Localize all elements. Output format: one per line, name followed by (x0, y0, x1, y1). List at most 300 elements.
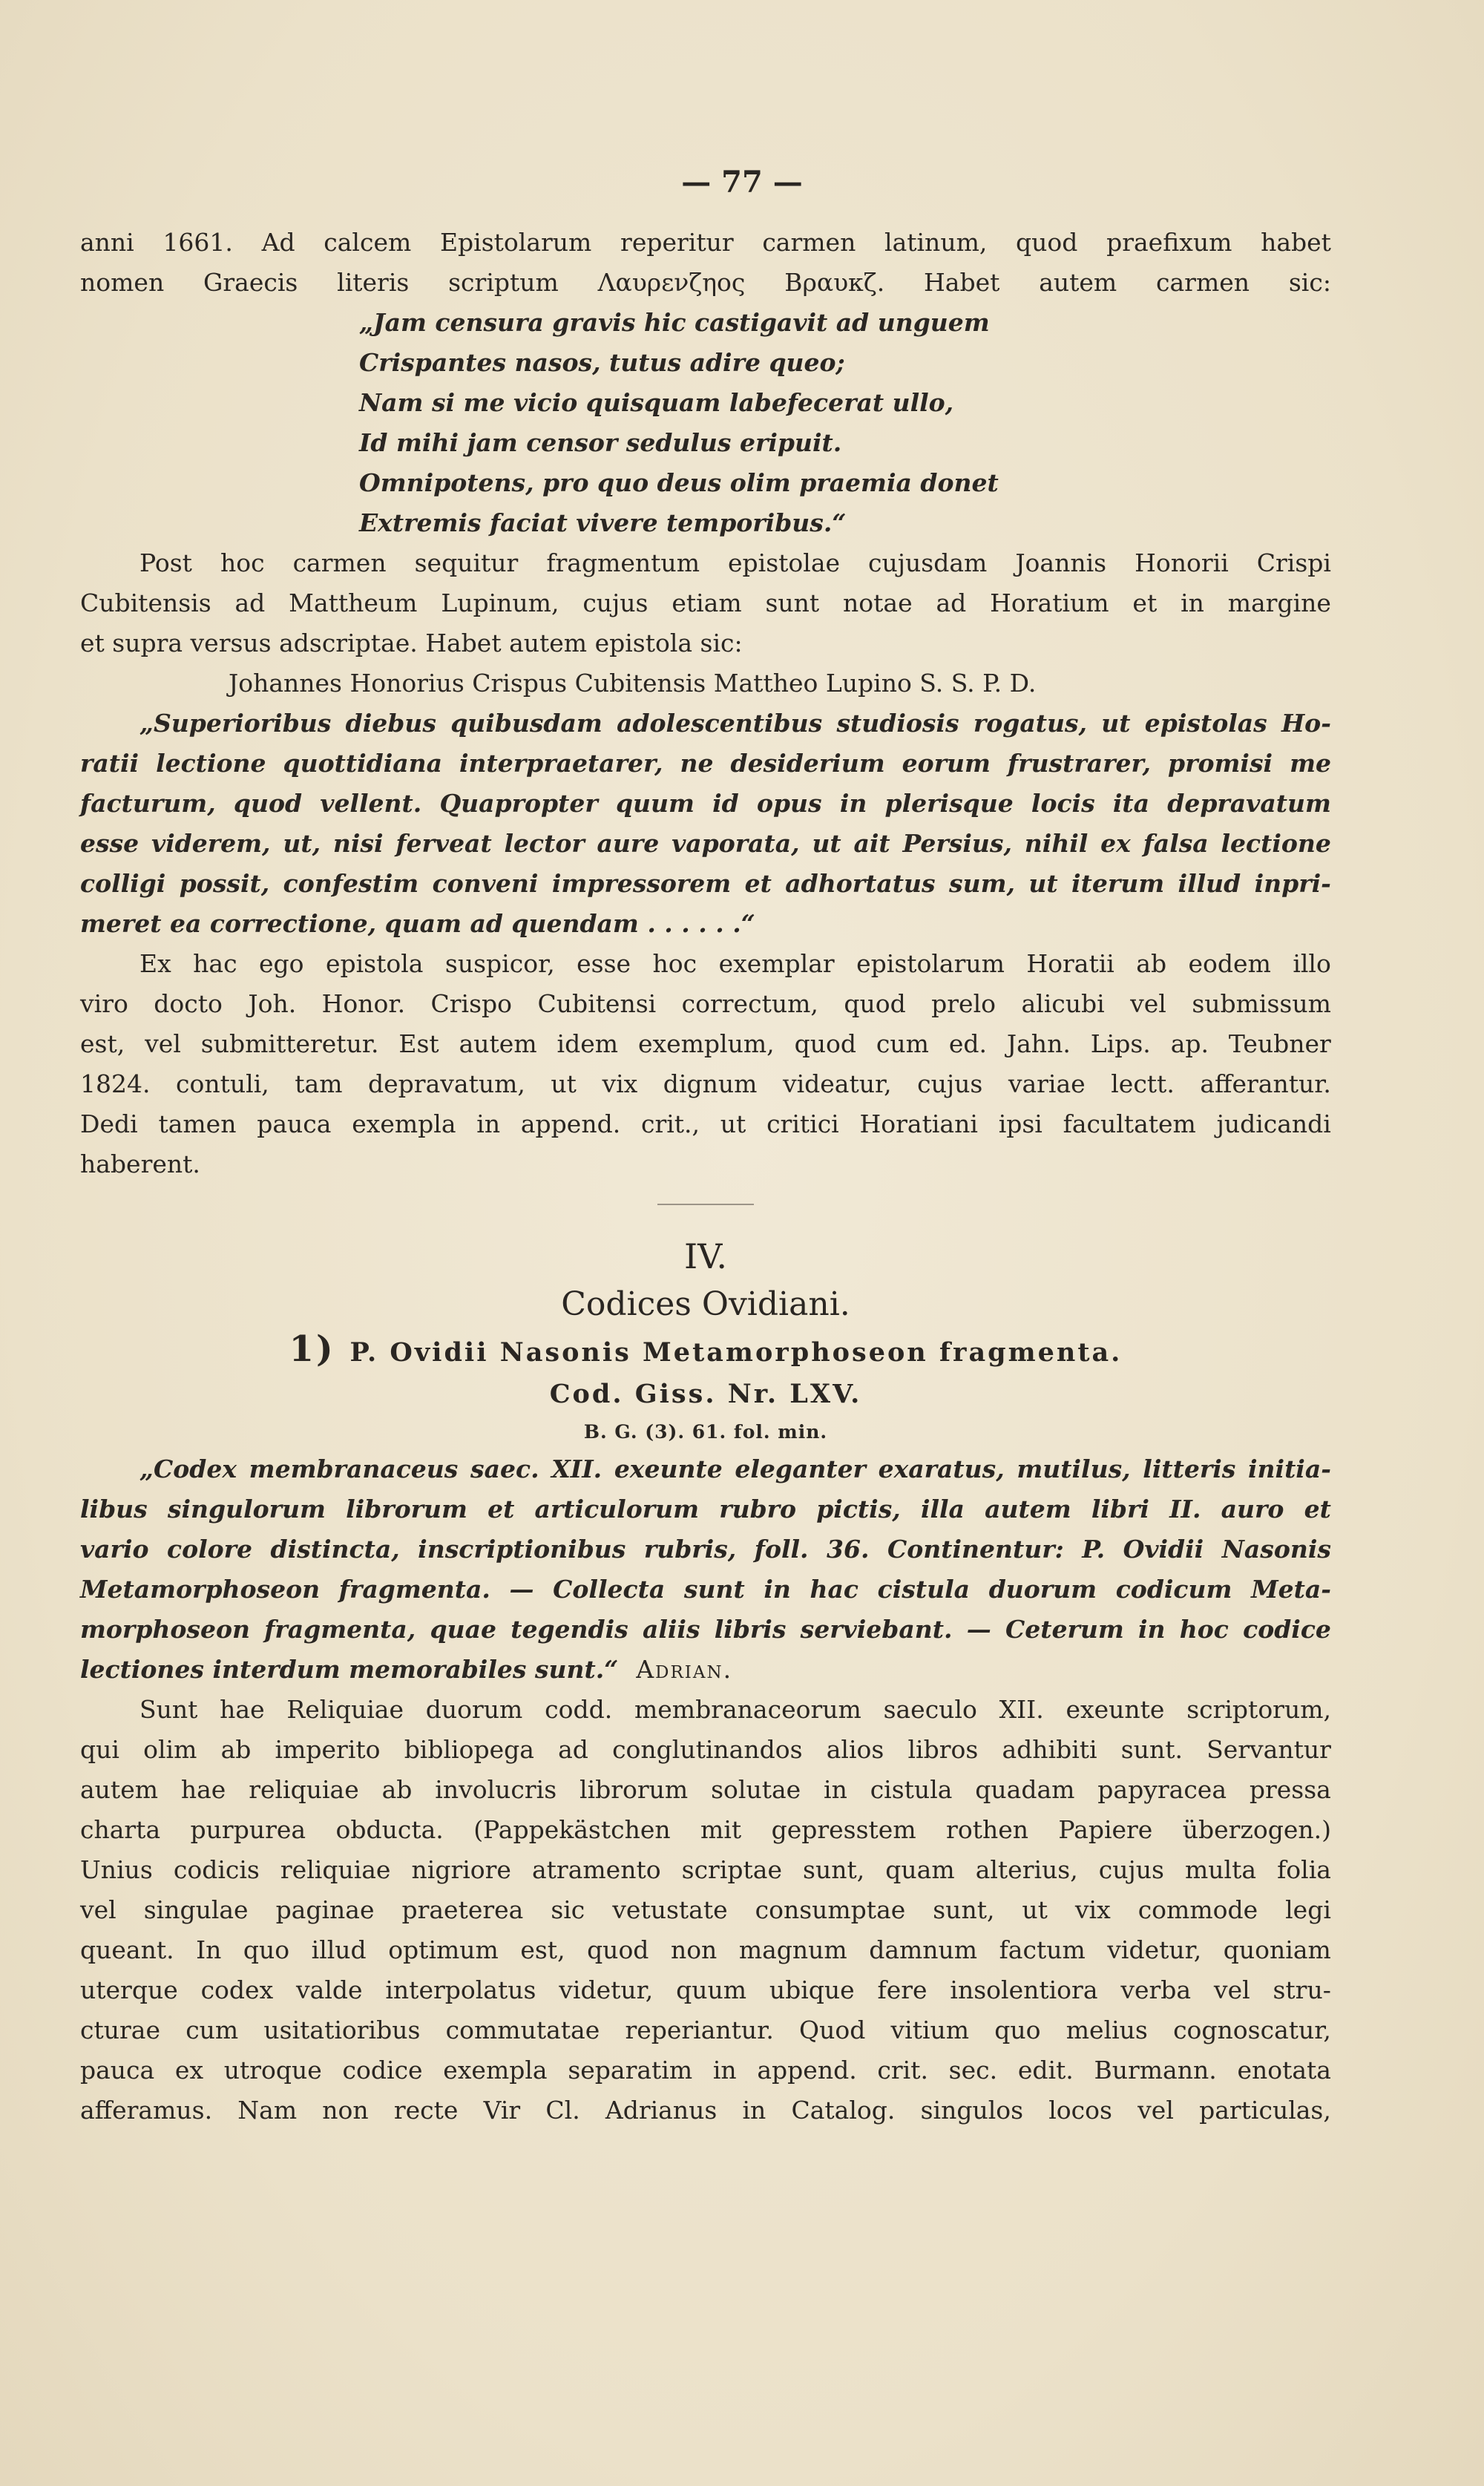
word: duorum (988, 1575, 1097, 1604)
word: utroque (223, 2056, 322, 2085)
word: Burmann. (1094, 2056, 1217, 2085)
word: me (1290, 749, 1331, 778)
word: vel (145, 1029, 181, 1058)
text-line (80, 1610, 1331, 1650)
word: commutatae (445, 2016, 600, 2044)
word: gepresstem (771, 1815, 916, 1844)
word: serviebant. (800, 1615, 953, 1644)
word: Crispo (430, 989, 513, 1018)
word: reperiantur. (625, 2016, 774, 2044)
text-line (80, 864, 1331, 904)
word: librorum (346, 1495, 467, 1524)
word: promisi (1168, 749, 1273, 778)
word: tamen (158, 1109, 237, 1138)
word: auro (1221, 1495, 1284, 1524)
word: quae (430, 1615, 496, 1644)
word: autem (80, 1775, 159, 1804)
word: hac (810, 1575, 858, 1604)
text-line (80, 984, 1331, 1024)
word: singulos (920, 2096, 1024, 2125)
word: involucris (435, 1775, 557, 1804)
text-line (139, 1449, 1331, 1489)
word: submitteretur. (200, 1029, 379, 1058)
word: rogatus, (973, 709, 1088, 738)
word: (Pappekästchen (473, 1815, 671, 1844)
subsection-title: P. Ovidii Nasonis Metamorphoseon fragmenta. (349, 1337, 1123, 1368)
word: ita (1112, 789, 1150, 818)
word: 36. (827, 1535, 870, 1564)
word: praeterea (401, 1895, 524, 1924)
text-line (80, 2010, 1331, 2050)
word: autem (985, 1495, 1071, 1524)
word: in (1138, 1615, 1166, 1644)
word: habet (1261, 228, 1331, 257)
word: inscriptionibus (418, 1535, 626, 1564)
word: libus (80, 1495, 148, 1524)
word: commode (1137, 1895, 1258, 1924)
shelf-mark: B. G. (3). 61. fol. min. (583, 1421, 828, 1443)
word: Ex (139, 949, 171, 978)
word: quum (676, 1975, 747, 2004)
word: in (1181, 588, 1204, 617)
text-line (80, 1810, 1331, 1850)
word: Honorii (1135, 548, 1229, 577)
word: multa (1184, 1855, 1257, 1884)
word: id (712, 789, 739, 818)
word: locos (1048, 2096, 1112, 2125)
word: ut (1028, 869, 1058, 898)
word: exaratus, (878, 1454, 1005, 1483)
word: facturum, (80, 789, 216, 818)
word: alios (826, 1735, 884, 1764)
word: Joannis (1015, 548, 1107, 577)
word: ratii (80, 749, 139, 778)
word: quo (243, 1935, 290, 1964)
word: ego (259, 949, 304, 978)
word: Quod (799, 2016, 866, 2044)
word: interpolatus (385, 1975, 536, 2004)
word: purpurea (190, 1815, 306, 1844)
word: possit, (179, 869, 270, 898)
word: fragmentum (546, 548, 700, 577)
word: scriptae (681, 1855, 782, 1884)
word: non (322, 2096, 369, 2125)
word: est, (80, 1029, 125, 1058)
word: Vir (483, 2096, 521, 2125)
text-line: Id mihi jam censor sedulus eripuit. (359, 428, 842, 457)
word: Adrianus (605, 2096, 718, 2125)
text-line: haberent. (80, 1149, 200, 1178)
word: carmen (1156, 268, 1250, 297)
word: depravatum, (368, 1069, 525, 1098)
word: depravatum (1167, 789, 1331, 818)
text-line (80, 824, 1331, 864)
word: exemplar (718, 949, 835, 978)
word: eodem (1188, 949, 1271, 978)
word: distincta, (270, 1535, 400, 1564)
word: falsa (1143, 829, 1209, 858)
text-block (80, 223, 1331, 2131)
word: adhibiti (1002, 1735, 1097, 1764)
word: Nam (237, 2096, 298, 2125)
word: ut (812, 829, 841, 858)
word: hoc (220, 548, 265, 577)
word: usitatioribus (263, 2016, 421, 2044)
word: cistula (870, 1775, 953, 1804)
word: conveni (432, 869, 539, 898)
word: quod (587, 1935, 649, 1964)
word: quod (233, 789, 303, 818)
word: fere (877, 1975, 928, 2004)
word: solutae (711, 1775, 801, 1804)
text-line (80, 1890, 1331, 1930)
word: Ovidii (1123, 1535, 1204, 1564)
word: cum (186, 2016, 239, 2044)
word: in (824, 1775, 847, 1804)
word: 1661. (162, 228, 233, 257)
word: quo (994, 2016, 1041, 2044)
text-line (80, 1970, 1331, 2010)
word: sunt (765, 588, 820, 617)
word: iterum (1071, 869, 1165, 898)
word: recte (393, 2096, 459, 2125)
word: plerisque (884, 789, 1014, 818)
word: Reliquiae (286, 1695, 404, 1724)
word: Jahn. (1006, 1029, 1071, 1058)
word: pressa (1249, 1775, 1331, 1804)
word: studiosis (836, 709, 959, 738)
word: Joh. (248, 989, 297, 1018)
text-line (80, 1730, 1331, 1770)
text-line: Crispantes nasos, tutus adire queo; (359, 348, 845, 377)
word: membranaceus (249, 1454, 459, 1483)
word: ad (936, 588, 967, 617)
word: enotata (1237, 2056, 1331, 2085)
word: in (476, 1109, 501, 1138)
word: libros (907, 1735, 979, 1764)
text-line: Nam si me vicio quisquam labefecerat ullo, (359, 388, 954, 417)
word: opus (756, 789, 822, 818)
word: vix (1074, 1895, 1111, 1924)
word: videtur, (559, 1975, 654, 2004)
word: Epistolarum (439, 228, 592, 257)
word: aliis (642, 1615, 700, 1644)
word: saeculo (883, 1695, 977, 1724)
word: crit., (640, 1109, 700, 1138)
page-number: — 77 — (681, 165, 803, 200)
word: inpri- (1254, 869, 1331, 898)
word: autem (1039, 268, 1117, 297)
word: videatur, (782, 1069, 892, 1098)
word: variae (1008, 1069, 1086, 1098)
word: ab (220, 1735, 252, 1764)
word: literis (337, 268, 410, 297)
text-line (139, 704, 1331, 744)
word: praefixum (1106, 228, 1232, 257)
word: lector (504, 829, 585, 858)
word: diebus (345, 709, 436, 738)
section-title: Codices Ovidiani. (561, 1285, 850, 1323)
word: Ho- (1281, 709, 1331, 738)
word: factum (999, 1935, 1086, 1964)
word: Catalog. (791, 2096, 896, 2125)
word: obducta. (335, 1815, 444, 1844)
word: imperito (275, 1735, 381, 1764)
word: sunt, (933, 1895, 995, 1924)
word: librorum (580, 1775, 689, 1804)
word: impressorem (551, 869, 732, 898)
word: Horatii (1026, 949, 1114, 978)
word: ut (1101, 709, 1131, 738)
word: 1824. (80, 1069, 151, 1098)
word: rothen (946, 1815, 1028, 1844)
word: critici (766, 1109, 839, 1138)
word: aure (597, 829, 660, 858)
text-line (80, 1064, 1331, 1104)
word: magnum (738, 1935, 847, 1964)
word: codicis (173, 1855, 260, 1884)
word: reliquiae (280, 1855, 391, 1884)
word: Papiere (1058, 1815, 1153, 1844)
word: et (1132, 588, 1158, 617)
word: quod (794, 1029, 856, 1058)
text-line: „Jam censura gravis hic castigavit ad unguem (359, 308, 990, 337)
word: in (742, 2096, 766, 2125)
word: Meta- (1251, 1575, 1331, 1604)
word: Quapropter (439, 789, 598, 818)
word: reperitur (620, 228, 734, 257)
word: eorum (902, 749, 991, 778)
section-number: IV. (684, 1236, 727, 1276)
text-line (139, 543, 1331, 583)
word: cujus (917, 1069, 983, 1098)
word: consumptae (755, 1895, 906, 1924)
text-line (80, 1529, 1331, 1570)
word: vetustate (612, 1895, 728, 1924)
word: exempla (352, 1109, 456, 1138)
word: queant. (80, 1935, 174, 1964)
word: Nasonis (1221, 1535, 1331, 1564)
word: illud (311, 1935, 367, 1964)
word: libri (1091, 1495, 1149, 1524)
word: margine (1227, 588, 1331, 617)
word: alicubi (1021, 989, 1105, 1018)
text-line: meret ea correctione, quam ad quendam . . . . . .“ (80, 909, 755, 938)
word: Persius, (902, 829, 1012, 858)
word: viderem, (151, 829, 271, 858)
text-line (80, 2050, 1331, 2090)
word: XII. (551, 1454, 603, 1483)
word: et (487, 1495, 515, 1524)
word: überzogen.) (1182, 1815, 1331, 1844)
word: ferveat (395, 829, 492, 858)
word: contuli, (176, 1069, 269, 1098)
subsection-number: 1) (289, 1328, 350, 1370)
text-line (80, 1570, 1331, 1610)
word: hoc (652, 949, 697, 978)
word: morphoseon (80, 1615, 250, 1644)
word: facultatem (1063, 1109, 1196, 1138)
word: exeunte (614, 1454, 723, 1483)
word: vaporata, (672, 829, 800, 858)
word: saec. (470, 1454, 539, 1483)
word: docto (154, 989, 223, 1018)
word: Cubitensis (80, 588, 211, 617)
word: Servantur (1206, 1735, 1331, 1764)
word: epistola (325, 949, 424, 978)
word: „Codex (139, 1454, 237, 1483)
word: correctum, (681, 989, 818, 1018)
word: in (712, 2056, 737, 2085)
word: sic (551, 1895, 585, 1924)
text-line: Extremis faciat vivere temporibus.“ (359, 508, 847, 537)
word: reliquiae (249, 1775, 359, 1804)
word: duorum (425, 1695, 523, 1724)
subsection-heading (80, 1328, 1331, 1374)
word: lectione (156, 749, 266, 778)
word: sunt. (1120, 1735, 1183, 1764)
text-line (80, 263, 1331, 303)
word: hae (180, 1775, 226, 1804)
word: exemplum, (637, 1029, 775, 1058)
word: afferantur. (1200, 1069, 1331, 1098)
word: mit (700, 1815, 742, 1844)
text-line (80, 583, 1331, 623)
word: edit. (1017, 2056, 1074, 2085)
word: epistolarum (856, 949, 1005, 978)
word: qui (80, 1735, 119, 1764)
word: ab (1136, 949, 1167, 978)
word: autem (459, 1029, 537, 1058)
word: valde (296, 1975, 363, 2004)
word: singulae (143, 1895, 249, 1924)
word: Dedi (80, 1109, 138, 1138)
text-line: Johannes Honorius Crispus Cubitensis Mattheo Lupino S. S. P. D. (229, 669, 1037, 698)
word: — (966, 1615, 991, 1644)
word: Unius (80, 1855, 153, 1884)
word: tegendis (510, 1615, 628, 1644)
word: submissum (1192, 989, 1331, 1018)
word: codice (1243, 1615, 1331, 1644)
word: quadam (975, 1775, 1075, 1804)
word: illa (920, 1495, 965, 1524)
word: paginae (275, 1895, 375, 1924)
word: membranaceorum (634, 1695, 861, 1724)
word: separatim (568, 2056, 693, 2085)
word: Sunt (139, 1695, 198, 1724)
word: cistula (877, 1575, 971, 1604)
word: cujus (582, 588, 649, 617)
codex-id: Cod. Giss. Nr. LXV. (549, 1379, 862, 1409)
word: interpraetarer, (459, 749, 663, 778)
word: et (744, 869, 772, 898)
word: ad (558, 1735, 588, 1764)
word: particulas, (1199, 2096, 1331, 2125)
word: sic: (1288, 268, 1331, 297)
word: rubris, (643, 1535, 737, 1564)
word: Crispi (1256, 548, 1331, 577)
word: frustrarer, (1007, 749, 1151, 778)
word: ipsi (998, 1109, 1043, 1138)
word: calcem (324, 228, 412, 257)
word: lectt. (1111, 1069, 1175, 1098)
word: tam (295, 1069, 343, 1098)
word: vel (80, 1895, 116, 1924)
word: Ad (261, 228, 295, 257)
word: Lips. (1090, 1029, 1151, 1058)
word: verba (1120, 1975, 1192, 2004)
word: initia- (1248, 1454, 1331, 1483)
word: adolescentibus (617, 709, 823, 738)
word: ut (551, 1069, 577, 1098)
word: nisi (332, 829, 384, 858)
word: Teubner (1228, 1029, 1331, 1058)
word: libris (714, 1615, 787, 1644)
text-line (139, 944, 1331, 984)
word: Metamorphoseon (80, 1575, 321, 1604)
word: vel (1130, 989, 1166, 1018)
word: et (1304, 1495, 1331, 1524)
word: quoniam (1223, 1935, 1331, 1964)
word: carmen (762, 228, 856, 257)
word: append. (757, 2056, 857, 2085)
word: crit. (877, 2056, 928, 2085)
word: quottidiana (283, 749, 442, 778)
word: ap. (1170, 1029, 1209, 1058)
text-line: Omnipotens, pro quo deus olim praemia donet (359, 468, 999, 497)
word: confestim (283, 869, 419, 898)
word: notae (843, 588, 913, 617)
word: conglutinandos (612, 1735, 803, 1764)
word: atramento (532, 1855, 661, 1884)
word: quum (615, 789, 695, 818)
text-line (80, 744, 1331, 784)
word: papyracea (1097, 1775, 1227, 1804)
word: latinum, (884, 228, 988, 257)
word: epistolae (728, 548, 841, 577)
word: pauca (257, 1109, 332, 1138)
word: Horatium (990, 588, 1109, 617)
word: cum (876, 1029, 929, 1058)
word: quam (885, 1855, 955, 1884)
word: pictis, (816, 1495, 901, 1524)
word: ut, (283, 829, 321, 858)
word: codicum (1115, 1575, 1232, 1604)
word: Ceterum (1005, 1615, 1124, 1644)
word: sunt, (803, 1855, 865, 1884)
word: P. (1082, 1535, 1106, 1564)
word: eleganter (735, 1454, 866, 1483)
text-line (80, 1024, 1331, 1064)
word: colore (166, 1535, 253, 1564)
text-line (80, 784, 1331, 824)
word: idem (556, 1029, 619, 1058)
word: rubro (719, 1495, 797, 1524)
text-line (80, 1104, 1331, 1144)
word: fragmenta, (264, 1615, 416, 1644)
word: suspicor, (444, 949, 555, 978)
word: Continentur: (887, 1535, 1064, 1564)
word: In (196, 1935, 222, 1964)
word: illo (1293, 949, 1331, 978)
word: Horatiani (859, 1109, 978, 1138)
word: ne (680, 749, 714, 778)
word: Βραυκζ. (784, 268, 885, 297)
text-line: et supra versus adscriptae. Habet autem epistola sic: (80, 629, 743, 657)
word: vel (1213, 1975, 1250, 2004)
word: in (764, 1575, 791, 1604)
word: prelo (931, 989, 997, 1018)
